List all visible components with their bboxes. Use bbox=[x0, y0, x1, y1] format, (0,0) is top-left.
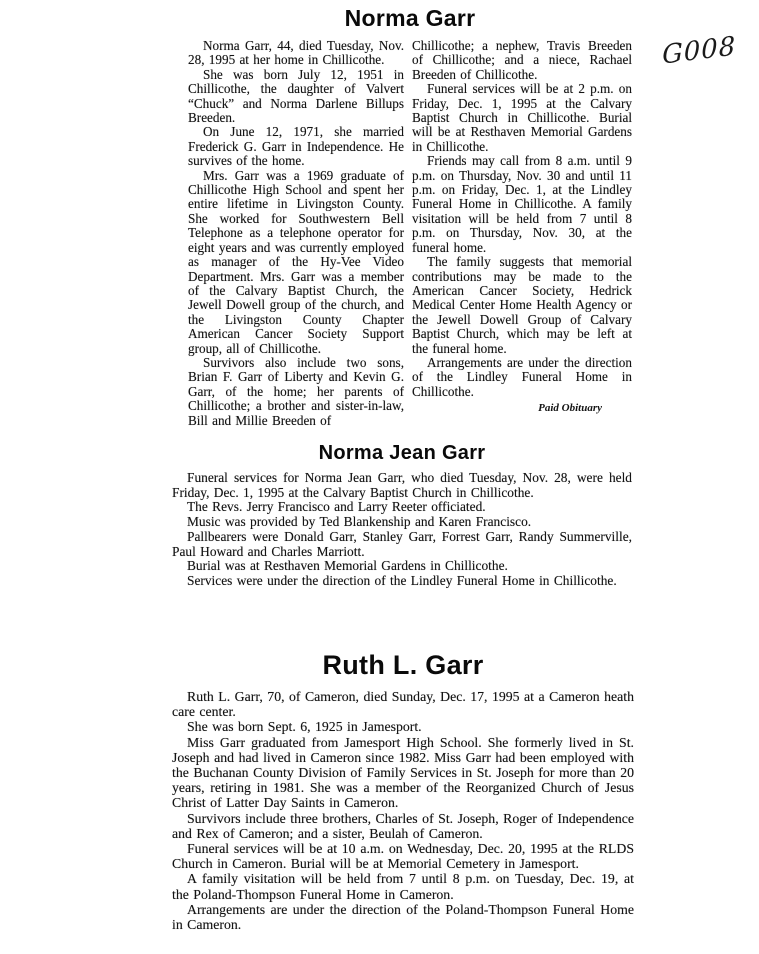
obituary-paragraph: Funeral services for Norma Jean Garr, who died Tuesday, Nov. 28, were held Friday, Dec. 1, 1995 at the Calvary Baptist Church in Chillicothe. bbox=[172, 470, 632, 500]
obituary-paragraph: Miss Garr graduated from Jamesport High School. She formerly lived in St. Joseph and had lived in Cameron since 1982. Miss Garr had been employed with the Buchanan County Division of Family Services in St. Joseph for more than 20 years, retiring in 1981. She was a member of the Reorganized Church of Jesus Christ of Latter Day Saints in Cameron. bbox=[172, 734, 634, 811]
obituary-paragraph: Pallbearers were Donald Garr, Stanley Garr, Forrest Garr, Randy Summerville, Paul Howard and Charles Marriott. bbox=[172, 528, 632, 559]
obituary-columns bbox=[188, 39, 632, 428]
obituary-paragraph: Funeral services will be at 10 a.m. on Wednesday, Dec. 20, 1995 at the RLDS Church in Cameron. Burial will be at Memorial Cemetery in Jamesport. bbox=[172, 841, 634, 872]
obituary-paragraph: Music was provided by Ted Blankenship and Karen Francisco. bbox=[187, 514, 532, 530]
obituary-paragraph: Funeral services will be at 2 p.m. on Friday, Dec. 1, 1995 at the Calvary Baptist Church in Chillicothe. Burial will be at Resthaven Memorial Gardens in Chillicothe. bbox=[412, 81, 632, 154]
obituary-paragraph: Friends may call from 8 a.m. until 9 p.m. on Thursday, Nov. 30 and until 11 p.m. on Friday, Dec. 1, at the Lindley Funeral Home in Chillicothe. A family visitation will be held from 7 until 8 p.m. on Thursday, Nov. 30, at the funeral home. bbox=[412, 153, 632, 255]
obituary-title-ruth-l-garr: Ruth L. Garr bbox=[322, 650, 484, 680]
obituary-paragraph: She was born July 12, 1951 in Chillicothe, the daughter of Valvert “Chuck” and Norma Darlene Billups Breeden. bbox=[188, 66, 404, 126]
obituary-body bbox=[172, 471, 632, 589]
obituary-title-norma-garr: Norma Garr bbox=[344, 5, 476, 31]
obituary-paragraph: On June 12, 1971, she married Frederick G. Garr in Independence. He survives of the home. bbox=[188, 124, 404, 169]
obituary-paragraph: Mrs. Garr was a 1969 graduate of Chillicothe High School and spent her entire lifetime in Livingston County. She worked for Southwestern Bell Telephone as a telephone operator for eight years and was currently employed as manager of the Hy-Vee Video Department. Mrs. Garr was a member of the Calvary Baptist Church, the Jewell Dowell group of the church, and the Livingston County Chapter American Cancer Society Support group, all of Chillicothe. bbox=[188, 167, 404, 356]
obituary-norma-garr bbox=[188, 5, 632, 428]
obituary-paragraph: Arrangements are under the direction of the Lindley Funeral Home in Chillicothe. bbox=[412, 354, 632, 399]
obituary-paragraph: Ruth L. Garr, 70, of Cameron, died Sunday, Dec. 17, 1995 at a Cameron heath care center. bbox=[172, 689, 634, 720]
obituary-norma-jean-garr bbox=[172, 442, 632, 589]
obituary-title-norma-jean-garr: Norma Jean Garr bbox=[318, 442, 486, 464]
obituary-paragraph: Survivors also include two sons, Brian F. Garr of Liberty and Kevin G. Garr, of the home; her parents of Chillicothe; a brother and sister-in-law, Bill and Millie Breeden of bbox=[188, 354, 404, 428]
obituary-paragraph: The family suggests that memorial contributions may be made to the American Cancer Society, Hedrick Medical Center Home Health Agency or the Jewell Dowell Group of Calvary Baptist Church, which may be left at the funeral home. bbox=[412, 254, 632, 356]
obituary-paragraph: She was born Sept. 6, 1925 in Jamesport. bbox=[187, 719, 422, 735]
obituary-paragraph: Norma Garr, 44, died Tuesday, Nov. 28, 1995 at her home in Chillicothe. bbox=[188, 38, 404, 68]
obituary-paragraph: Arrangements are under the direction of the Poland-Thompson Funeral Home in Cameron. bbox=[172, 901, 634, 933]
obituary-paragraph: Burial was at Resthaven Memorial Gardens in Chillicothe. bbox=[187, 558, 508, 574]
obituary-left-column bbox=[188, 39, 404, 428]
obituary-paragraph: Survivors include three brothers, Charles of St. Joseph, Roger of Independence and Rex of Cameron; and a sister, Beulah of Cameron. bbox=[172, 810, 634, 841]
obituary-right-column bbox=[412, 39, 632, 414]
obituary-paragraph: A family visitation will be held from 7 until 8 p.m. on Tuesday, Dec. 19, at the Poland-Thompson Funeral Home in Cameron. bbox=[172, 871, 634, 902]
obituary-paragraph: Services were under the direction of the Lindley Funeral Home in Chillicothe. bbox=[187, 572, 617, 588]
obituary-paragraph: Chillicothe; a nephew, Travis Breeden of Chillicothe; and a niece, Rachael Breeden of Chillicothe. bbox=[412, 38, 632, 82]
obituary-body bbox=[172, 689, 634, 932]
handwritten-annotation: G008 bbox=[662, 31, 737, 71]
paid-obituary-label: Paid Obituary bbox=[538, 402, 602, 415]
obituary-ruth-l-garr bbox=[172, 650, 634, 932]
obituary-paragraph: The Revs. Jerry Francisco and Larry Reeter officiated. bbox=[187, 499, 486, 515]
